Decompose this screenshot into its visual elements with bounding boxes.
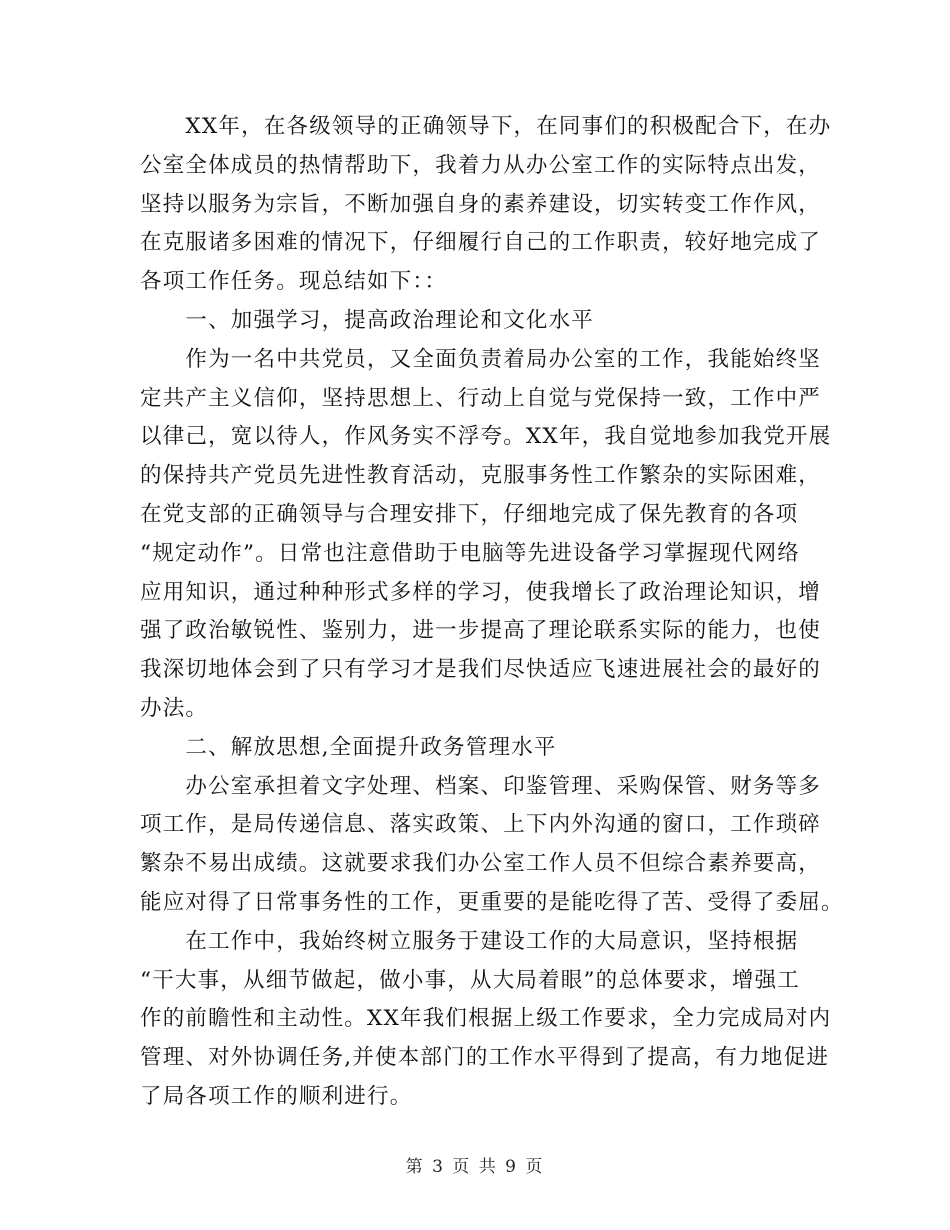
text-line: 项工作，是局传递信息、落实政策、上下内外沟通的窗口，工作琐碎 bbox=[140, 812, 822, 838]
text-line: 在克服诸多困难的情况下，仔细履行自己的工作职责，较好地完成了 bbox=[140, 230, 822, 256]
text-line: 在党支部的正确领导与合理安排下，仔细地完成了保先教育的各项 bbox=[140, 501, 799, 527]
text-line: 各项工作任务。现总结如下：： bbox=[140, 269, 448, 295]
text-line: 作为一名中共党员，又全面负责着局办公室的工作，我能始终坚 bbox=[140, 346, 822, 372]
text-line: 管理、对外协调任务,并使本部门的工作水平得到了提高，有力地促进 bbox=[140, 1045, 830, 1071]
text-line: 我深切地体会到了只有学习才是我们尽快适应飞速进展社会的最好的 bbox=[140, 657, 822, 683]
text-line: 以律己，宽以待人，作风务实不浮夸。XX年，我自觉地参加我党开展 bbox=[140, 424, 832, 450]
section-heading: 二、解放思想,全面提升政务管理水平 bbox=[140, 734, 557, 760]
section-heading: 一、加强学习，提高政治理论和文化水平 bbox=[140, 307, 595, 333]
text-line: 繁杂不易出成绩。这就要求我们办公室工作人员不但综合素养要高， bbox=[140, 851, 822, 877]
text-line: 作的前瞻性和主动性。XX年我们根据上级工作要求，全力完成局对内 bbox=[140, 1006, 832, 1032]
text-line: 公室全体成员的热情帮助下，我着力从办公室工作的实际特点出发， bbox=[140, 152, 822, 178]
text-line: 能应对得了日常事务性的工作，更重要的是能吃得了苦、受得了委屈。 bbox=[140, 889, 844, 915]
text-line: 坚持以服务为宗旨，不断加强自身的素养建设，切实转变工作作风， bbox=[140, 191, 822, 217]
text-line: 应用知识，通过种种形式多样的学习，使我增长了政治理论知识，增 bbox=[140, 579, 822, 605]
document-body bbox=[140, 108, 844, 1117]
text-line: 办法。 bbox=[140, 695, 209, 721]
text-line: “干大事，从细节做起，做小事，从大局着眼”的总体要求，增强工 bbox=[140, 967, 800, 993]
text-line: 办公室承担着文字处理、档案、印鉴管理、采购保管、财务等多 bbox=[140, 773, 822, 799]
page-number: 第 3 页 共 9 页 bbox=[405, 1157, 545, 1177]
text-line: 在工作中，我始终树立服务于建设工作的大局意识，坚持根据 bbox=[140, 928, 799, 954]
text-line: 了局各项工作的顺利进行。 bbox=[140, 1083, 413, 1109]
text-line: “规定动作”。日常也注意借助于电脑等先进设备学习掌握现代网络 bbox=[140, 540, 800, 566]
text-line: 的保持共产党员先进性教育活动，克服事务性工作繁杂的实际困难， bbox=[140, 463, 822, 489]
text-line: 强了政治敏锐性、鉴别力，进一步提高了理论联系实际的能力，也使 bbox=[140, 618, 822, 644]
text-line: XX年，在各级领导的正确领导下，在同事们的积极配合下，在办 bbox=[140, 114, 832, 139]
text-line: 定共产主义信仰，坚持思想上、行动上自觉与党保持一致，工作中严 bbox=[140, 385, 822, 411]
